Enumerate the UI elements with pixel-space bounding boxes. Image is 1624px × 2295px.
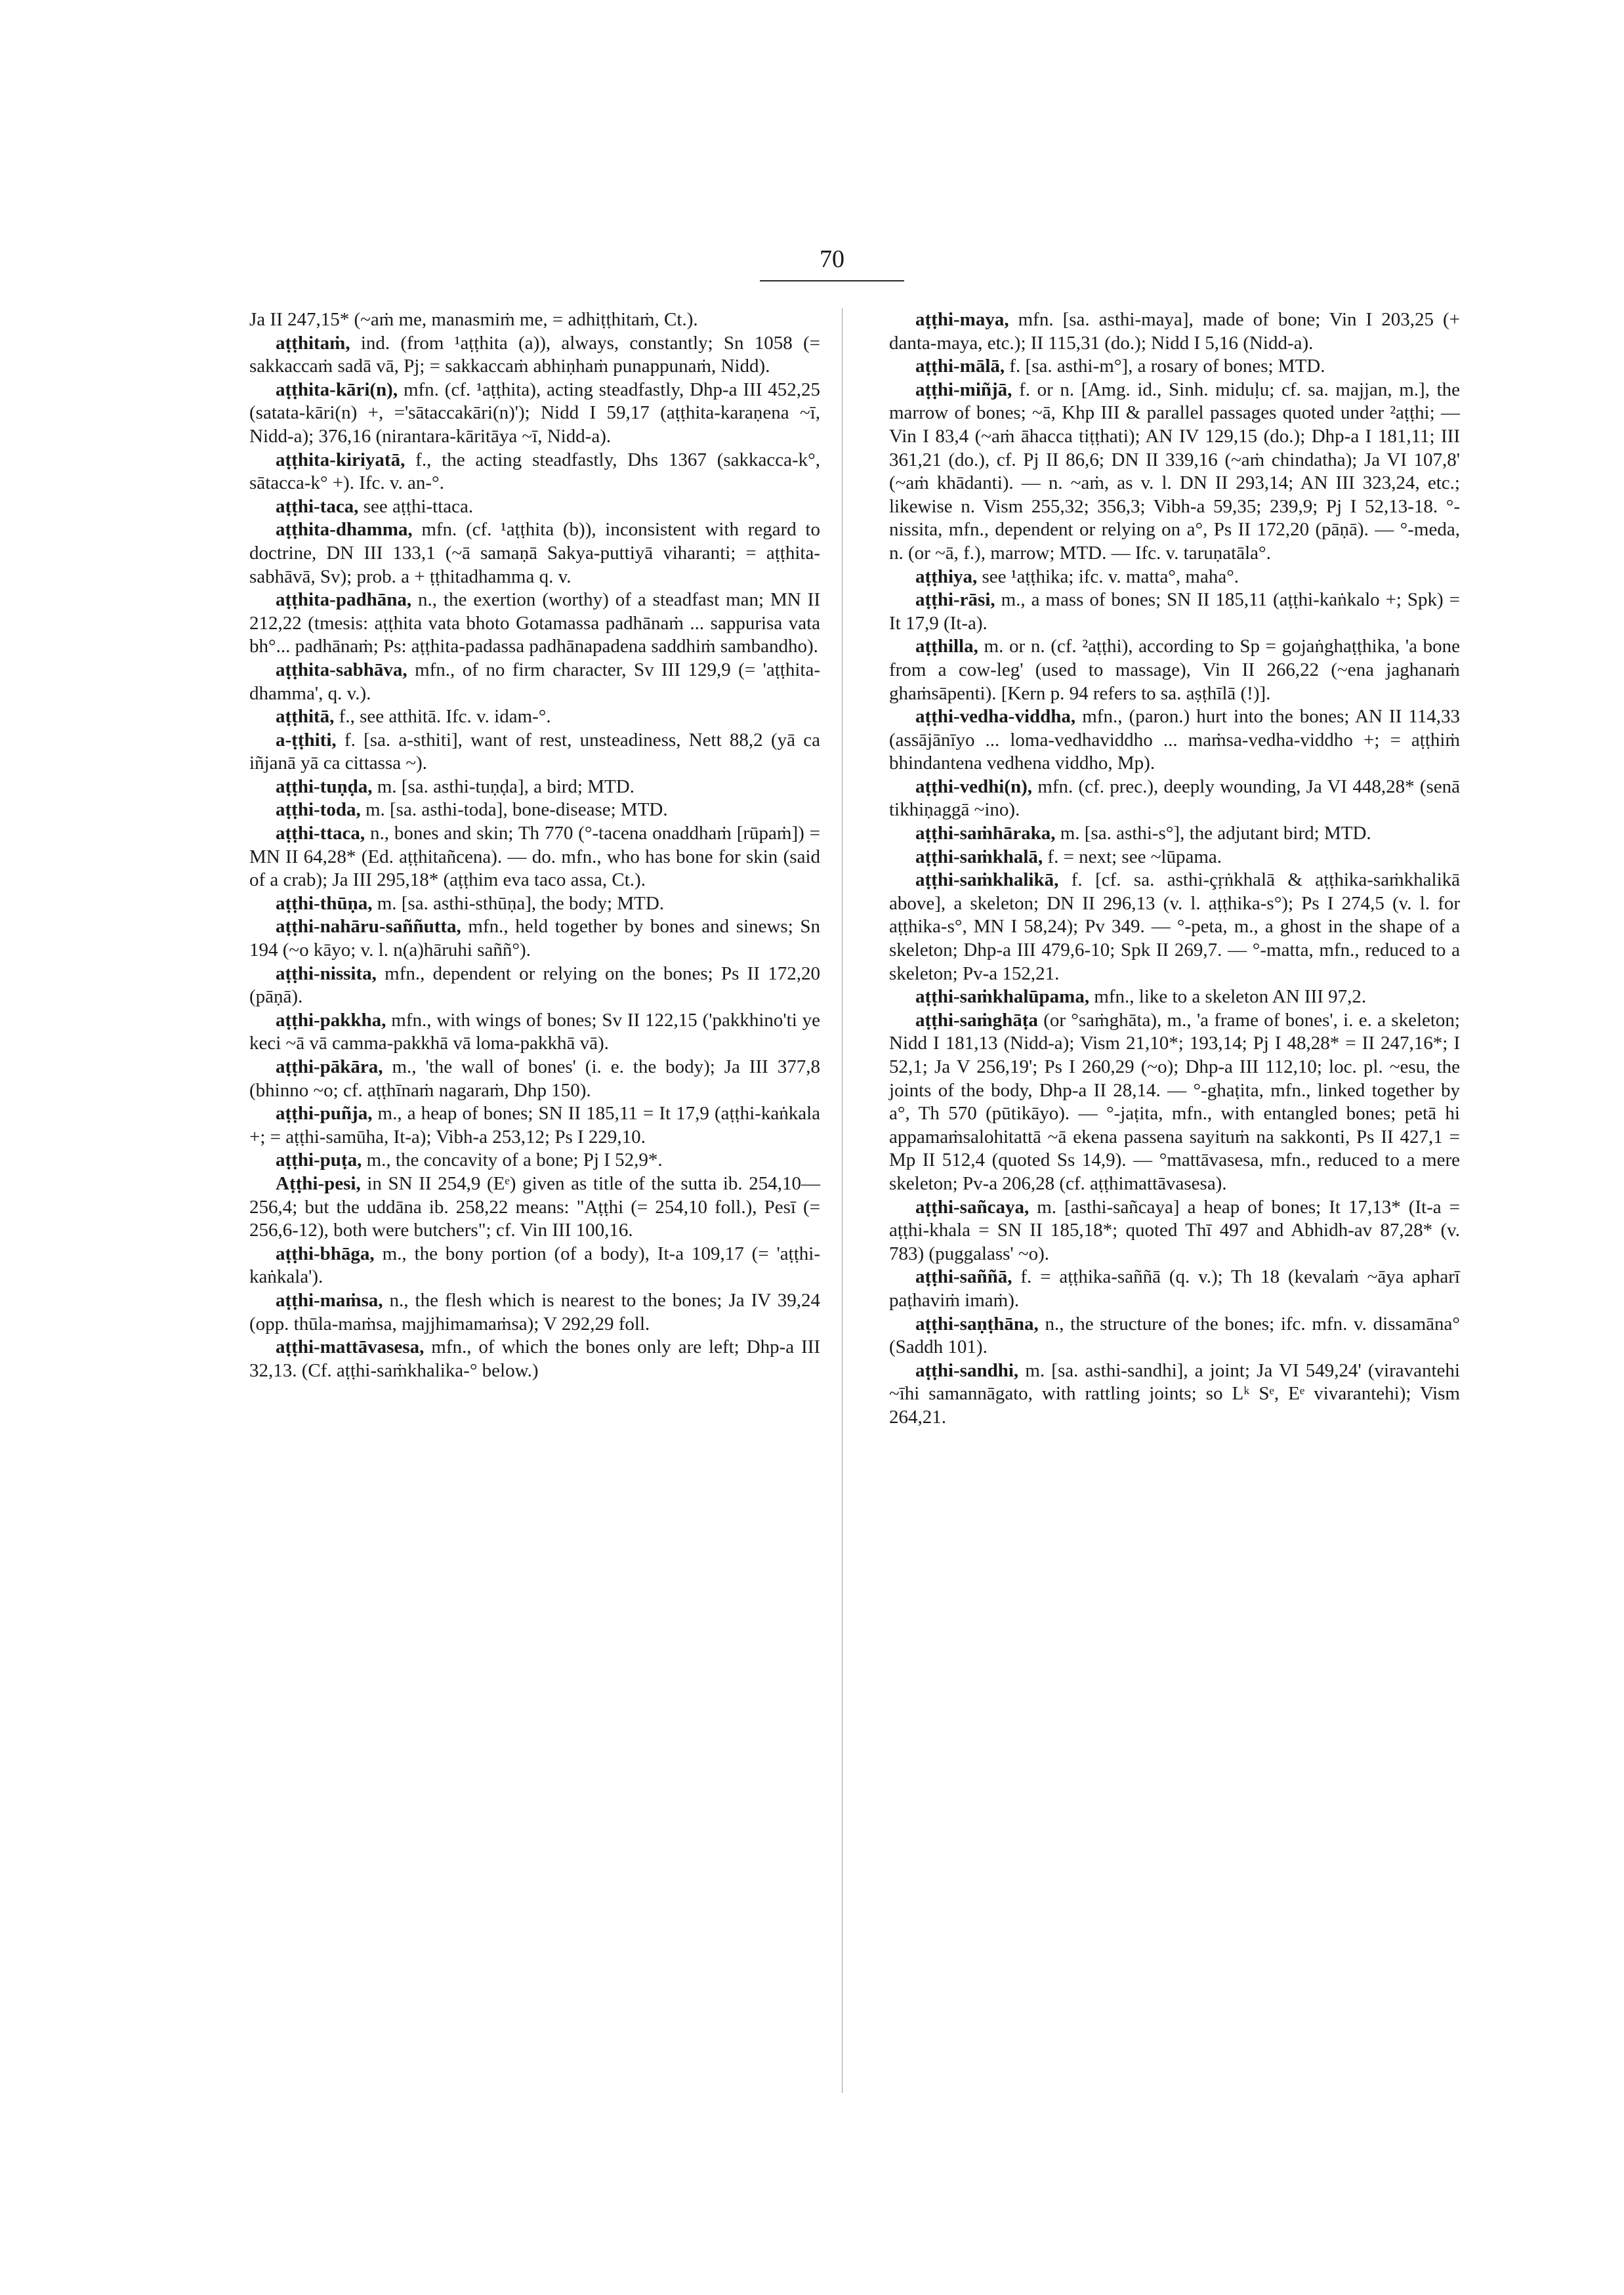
entry-headword: aṭṭhi-rāsi,: [915, 589, 995, 611]
entry-headword: aṭṭhi-vedha-viddha,: [915, 706, 1076, 728]
entry-headword: aṭṭhi-saṁkhalūpama,: [915, 986, 1090, 1008]
entry-headword: aṭṭhi-pakkha,: [276, 1009, 386, 1031]
entry-headword: aṭṭhi-ttaca,: [276, 823, 365, 844]
dictionary-entry: [889, 566, 1460, 589]
entry-definition: f. = aṭṭhika-saññā (q. v.); Th 18 (kevalaṁ ~āya apharī paṭhaviṁ imaṁ).: [889, 1266, 1460, 1311]
entry-definition: f. = next; see ~lūpama.: [1047, 846, 1222, 867]
entry-headword: aṭṭhi-miñjā,: [915, 379, 1012, 400]
dictionary-entry: [249, 589, 820, 659]
entry-headword: aṭṭhi-saṇṭhāna,: [915, 1313, 1039, 1334]
entry-headword: aṭṭhi-taca,: [276, 495, 359, 517]
dictionary-entry: [889, 635, 1460, 705]
dictionary-entry: [889, 589, 1460, 635]
entry-headword: aṭṭhilla,: [915, 636, 978, 657]
entry-definition: mfn. (cf. prec.), deeply wounding, Ja VI 448,28* (senā tikhiṇaggā ~ino).: [889, 775, 1461, 821]
entry-headword: aṭṭhi-saṁkhalikā,: [915, 869, 1059, 891]
dictionary-entry: [249, 1243, 820, 1289]
column-divider: [842, 308, 843, 2093]
entry-definition: mfn., of which the bones only are left; Dhp-a III 32,13. (Cf. aṭṭhi-saṁkhalika-° below.): [249, 1336, 821, 1381]
entry-headword: aṭṭhi-saññā,: [915, 1266, 1012, 1288]
dictionary-entry: [889, 308, 1460, 355]
entry-definition: m., the concavity of a bone; Pj I 52,9*.: [366, 1149, 663, 1171]
entry-definition: n., the structure of the bones; ifc. mfn. v. dissamāna° (Saddh 101).: [889, 1313, 1460, 1358]
entry-headword: aṭṭhi-thūṇa,: [276, 892, 373, 914]
dictionary-entry: [249, 495, 820, 519]
entry-definition: m., 'the wall of bones' (i. e. the body); Ja III 377,8 (bhinno ~o; cf. aṭṭhīnaṁ nagaraṁ, Dhp 150).: [249, 1056, 820, 1101]
entry-headword: aṭṭhita-kiriyatā,: [276, 449, 406, 470]
dictionary-entry: [889, 846, 1460, 869]
entry-definition: f. [cf. sa. asthi-çṛṅkhalā & aṭṭhika-saṁkhalikā above], a skeleton; DN II 296,13 (v. l. aṭṭhika-s°); Ps I 274,5 (v. l. for aṭṭhika-s°, MN I 58,24); Pv 349. — °-peta, m., a ghost in the shape of a skeleton; Dhp-a III 479,6-10; Spk II 269,7. — °-matta, mfn., reduced to a skeleton; Pv-a 152,21.: [889, 869, 1460, 984]
dictionary-entry: [249, 822, 820, 892]
entry-definition: m., the bony portion (of a body), It-a 109,17 (= 'aṭṭhi-kaṅkala').: [249, 1243, 821, 1288]
entry-headword: aṭṭhita-sabhāva,: [276, 659, 407, 680]
entry-definition: see aṭṭhi-ttaca.: [363, 495, 474, 517]
entry-headword: aṭṭhitaṁ,: [276, 332, 350, 354]
entry-definition: m., a mass of bones; SN II 185,11 (aṭṭhi-kaṅkalo +; Spk) = It 17,9 (It-a).: [889, 589, 1461, 634]
entry-headword: aṭṭhita-kāri(n),: [276, 379, 398, 400]
entry-definition: mfn., like to a skeleton AN III 97,2.: [1094, 986, 1367, 1008]
entry-definition: m. [sa. asthi-sandhi], a joint; Ja VI 549,24' (viravantehi ~īhi samannāgato, with rattling joints; so Lᵏ Sᵉ, Eᵉ vivarantehi); Vism 264,21.: [889, 1359, 1460, 1428]
dictionary-entry: [889, 869, 1460, 985]
dictionary-entry: [249, 1102, 820, 1149]
entry-headword: aṭṭhi-puṭa,: [276, 1149, 362, 1171]
entry-definition: m. or n. (cf. ²aṭṭhi), according to Sp = gojaṅghaṭṭhika, 'a bone from a cow-leg' (used to massage), Vin II 266,22 (~ena jaghanaṁ ghaṁsāpenti). [Kern p. 94 refers to sa. aṣṭhīlā (!)].: [889, 636, 1461, 704]
dictionary-entry: [249, 1336, 820, 1382]
entry-definition: n., the exertion (worthy) of a steadfast man; MN II 212,22 (tmesis: aṭṭhita vata bhoto Gotamassa padhānaṁ ... sappurisa vata bh°... padhānaṁ; Ps: aṭṭhita-padassa padhānapadena saddhiṁ sambandho).: [249, 589, 820, 657]
left-column: [249, 308, 820, 1382]
dictionary-entry: [249, 798, 820, 822]
dictionary-entry: [889, 1196, 1460, 1266]
dictionary-entry: [249, 379, 820, 449]
dictionary-entry: [889, 379, 1460, 566]
entry-definition: mfn., held together by bones and sinews; Sn 194 (~o kāyo; v. l. n(a)hāruhi saññ°).: [249, 916, 820, 961]
dictionary-entry: [889, 1359, 1460, 1430]
dictionary-entry: [889, 822, 1460, 846]
entry-headword: aṭṭhi-mattāvasesa,: [276, 1336, 425, 1358]
entry-headword: aṭṭhi-sañcaya,: [915, 1196, 1030, 1218]
entry-definition: mfn. (cf. ¹aṭṭhita), acting steadfastly, Dhp-a III 452,25 (satata-kāri(n) +, ='sātaccakāri(n)'); Nidd I 59,17 (aṭṭhita-karaṇena ~ī, Nidd-a); 376,16 (nirantara-kāritāya ~ī, Nidd-a).: [249, 379, 821, 447]
entry-definition: n., the flesh which is nearest to the bones; Ja IV 39,24 (opp. thūla-maṁsa, majjhimamaṁsa); V 292,29 foll.: [249, 1289, 820, 1334]
dictionary-entry: [249, 518, 820, 589]
entry-definition: mfn. (cf. ¹aṭṭhita (b)), inconsistent with regard to doctrine, DN III 133,1 (~ā samaṇā Sakya-puttiyā viharanti; = aṭṭhita-sabhāvā, Sv); prob. a + ṭṭhitadhamma q. v.: [249, 519, 820, 587]
dictionary-entry: [889, 985, 1460, 1009]
entry-headword: aṭṭhi-mālā,: [915, 356, 1005, 377]
entry-headword: aṭṭhi-nissita,: [276, 962, 377, 984]
dictionary-entry: [249, 962, 820, 1009]
right-column: [889, 308, 1460, 1430]
entry-headword: aṭṭhitā,: [276, 706, 335, 728]
dictionary-entry: [249, 308, 820, 332]
dictionary-entry: [249, 332, 820, 379]
dictionary-entry: [249, 1289, 820, 1336]
dictionary-entry: [249, 1056, 820, 1102]
entry-definition: mfn. [sa. asthi-maya], made of bone; Vin I 203,25 (+ danta-maya, etc.); II 115,31 (do.); Nidd I 5,16 (Nidd-a).: [889, 309, 1460, 354]
entry-definition: f. [sa. a-sthiti], want of rest, unsteadiness, Nett 88,2 (yā ca iñjanā yā ca cittassa ~).: [249, 729, 821, 774]
dictionary-entry: [249, 775, 820, 799]
page-number-rule: [760, 280, 904, 281]
entry-definition: n., bones and skin; Th 770 (°-tacena onaddhaṁ [rūpaṁ]) = MN II 64,28* (Ed. aṭṭhitañcena). — do. mfn., who has bone for skin (said of a crab); Ja III 295,18* (aṭṭhim eva taco assa, Ct.).: [249, 823, 821, 891]
entry-definition: Ja II 247,15* (~aṁ me, manasmiṁ me, = adhiṭṭhitaṁ, Ct.).: [249, 309, 698, 330]
entry-definition: see ¹aṭṭhika; ifc. v. matta°, maha°.: [982, 566, 1239, 587]
dictionary-entry: [889, 1266, 1460, 1312]
dictionary-entry: [249, 915, 820, 962]
dictionary-entry: [889, 705, 1460, 775]
page-number: 70: [820, 245, 844, 273]
entry-definition: in SN II 254,9 (Eᵉ) given as title of the sutta ib. 254,10—256,4; but the uddāna ib. 258,22 means: "Aṭṭhi (= 254,10 foll.), Pesī (= 256,6-12), both were butchers"; cf. Vin III 100,16.: [249, 1172, 820, 1241]
dictionary-entry: [249, 659, 820, 705]
dictionary-entry: [249, 1172, 820, 1243]
entry-definition: f. [sa. asthi-m°], a rosary of bones; MTD.: [1009, 356, 1325, 377]
entry-definition: m. [sa. asthi-toda], bone-disease; MTD.: [365, 799, 668, 821]
entry-definition: m. [sa. asthi-tuṇḍa], a bird; MTD.: [377, 775, 635, 797]
entry-definition: f., see atthitā. Ifc. v. idam-°.: [339, 706, 551, 728]
entry-definition: m. [sa. asthi-sthūṇa], the body; MTD.: [377, 892, 665, 914]
entry-definition: m. [sa. asthi-s°], the adjutant bird; MTD.: [1060, 823, 1371, 844]
entry-headword: aṭṭhi-sandhi,: [915, 1359, 1019, 1381]
entry-definition: ind. (from ¹aṭṭhita (a)), always, constantly; Sn 1058 (= sakkaccaṁ sadā vā, Pj; = sakkaccaṁ abhiṇhaṁ punappunaṁ, Nidd).: [249, 332, 821, 377]
entry-headword: aṭṭhita-padhāna,: [276, 589, 412, 611]
entry-headword: aṭṭhi-vedhi(n),: [915, 775, 1033, 797]
dictionary-entry: [249, 892, 820, 916]
dictionary-entry: [249, 1009, 820, 1056]
dictionary-entry: [889, 1313, 1460, 1359]
entry-definition: f., the acting steadfastly, Dhs 1367 (sakkacca-k°, sātacca-k° +). Ifc. v. an-°.: [249, 449, 820, 494]
dictionary-entry: [249, 705, 820, 729]
entry-headword: aṭṭhita-dhamma,: [276, 519, 413, 541]
entry-headword: aṭṭhi-puñja,: [276, 1103, 373, 1125]
entry-definition: mfn., with wings of bones; Sv II 122,15 ('pakkhino'ti ye keci ~ā vā camma-pakkhā vā loma-pakkhā vā).: [249, 1009, 820, 1054]
entry-headword: aṭṭhi-pākāra,: [276, 1056, 383, 1077]
entry-headword: aṭṭhi-nahāru-saññutta,: [276, 916, 461, 938]
entry-headword: aṭṭhi-saṁhāraka,: [915, 823, 1056, 844]
dictionary-entry: [249, 729, 820, 775]
dictionary-entry: [249, 1149, 820, 1172]
entry-headword: aṭṭhi-maya,: [915, 309, 1009, 330]
dictionary-entry: [889, 775, 1460, 822]
dictionary-entry: [889, 1009, 1460, 1196]
entry-headword: aṭṭhi-maṁsa,: [276, 1289, 383, 1311]
entry-headword: aṭṭhi-saṁghāṭa: [915, 1009, 1038, 1031]
dictionary-entry: [249, 449, 820, 495]
entry-headword: aṭṭhi-toda,: [276, 799, 361, 821]
entry-definition: mfn., (paron.) hurt into the bones; AN II 114,33 (assājānīyo ... loma-vedhaviddho ... maṁsa-vedha-viddho +; = aṭṭhiṁ bhindantena vedhena viddho, Mp).: [889, 706, 1460, 774]
entry-definition: (or °saṁghāta), m., 'a frame of bones', i. e. a skeleton; Nidd I 181,13 (Nidd-a); Vism 21,10*; 193,14; Pj I 48,28* = II 247,16*; I 52,1; Ja V 256,19'; Ps I 260,29 (~o); Dhp-a III 112,10; loc. pl. ~esu, the joints of the body, Dhp-a II 28,14. — °-ghaṭita, mfn., linked together by a°, Th 570 (pūtikāyo). — °-jaṭita, mfn., with entangled bones; petā hi appamaṁsalohitattā ~ā ekena passena sayituṁ na sakkonti, Ps II 427,1 = Mp II 512,4 (quoted Ss 14,9). — °mattāvasesa, mfn., reduced to a mere skeleton; Pv-a 206,28 (cf. aṭṭhimattāvasesa).: [889, 1009, 1460, 1194]
entry-headword: Aṭṭhi-pesi,: [276, 1172, 361, 1194]
entry-headword: a-ṭṭhiti,: [276, 729, 337, 751]
entry-headword: aṭṭhi-tuṇḍa,: [276, 775, 373, 797]
entry-definition: mfn., dependent or relying on the bones; Ps II 172,20 (pāṇā).: [249, 962, 820, 1008]
entry-definition: mfn., of no firm character, Sv III 129,9 (= 'aṭṭhita-dhamma', q. v.).: [249, 659, 821, 704]
entry-headword: aṭṭhi-bhāga,: [276, 1243, 375, 1264]
entry-definition: m. [asthi-sañcaya] a heap of bones; It 17,13* (It-a = aṭṭhi-khala = SN II 185,18*; quoted Thī 497 and Abhidh-av 87,28* (v. 783) (puggalass' ~o).: [889, 1196, 1461, 1264]
dictionary-entry: [889, 355, 1460, 379]
entry-definition: m., a heap of bones; SN II 185,11 = It 17,9 (aṭṭhi-kaṅkala +; = aṭṭhi-samūha, It-a); Vibh-a 253,12; Ps I 229,10.: [249, 1103, 821, 1148]
entry-headword: aṭṭhi-saṁkhalā,: [915, 846, 1043, 867]
entry-headword: aṭṭhiya,: [915, 566, 978, 587]
entry-definition: f. or n. [Amg. id., Sinh. miduḷu; cf. sa. majjan, m.], the marrow of bones; ~ā, Khp III & parallel passages quoted under ²aṭṭhi; — Vin I 83,4 (~aṁ āhacca tiṭṭhati); AN IV 129,15 (do.); Dhp-a I 181,11; III 361,21 (do.), cf. Pj II 86,6; DN II 339,16 (~aṁ chindatha); Ja VI 107,8' (~aṁ khādanti). — n. ~aṁ, as v. l. DN II 293,14; AN III 323,24, etc.; likewise n. Vism 255,32; 356,3; Vibh-a 59,35; 239,9; Pj I 52,13-18. °-nissita, mfn., dependent or relying on a°, Ps II 172,20 (pāṇā). — °-meda, n. (or ~ā, f.), marrow; MTD. — Ifc. v. taruṇatāla°.: [889, 379, 1461, 564]
